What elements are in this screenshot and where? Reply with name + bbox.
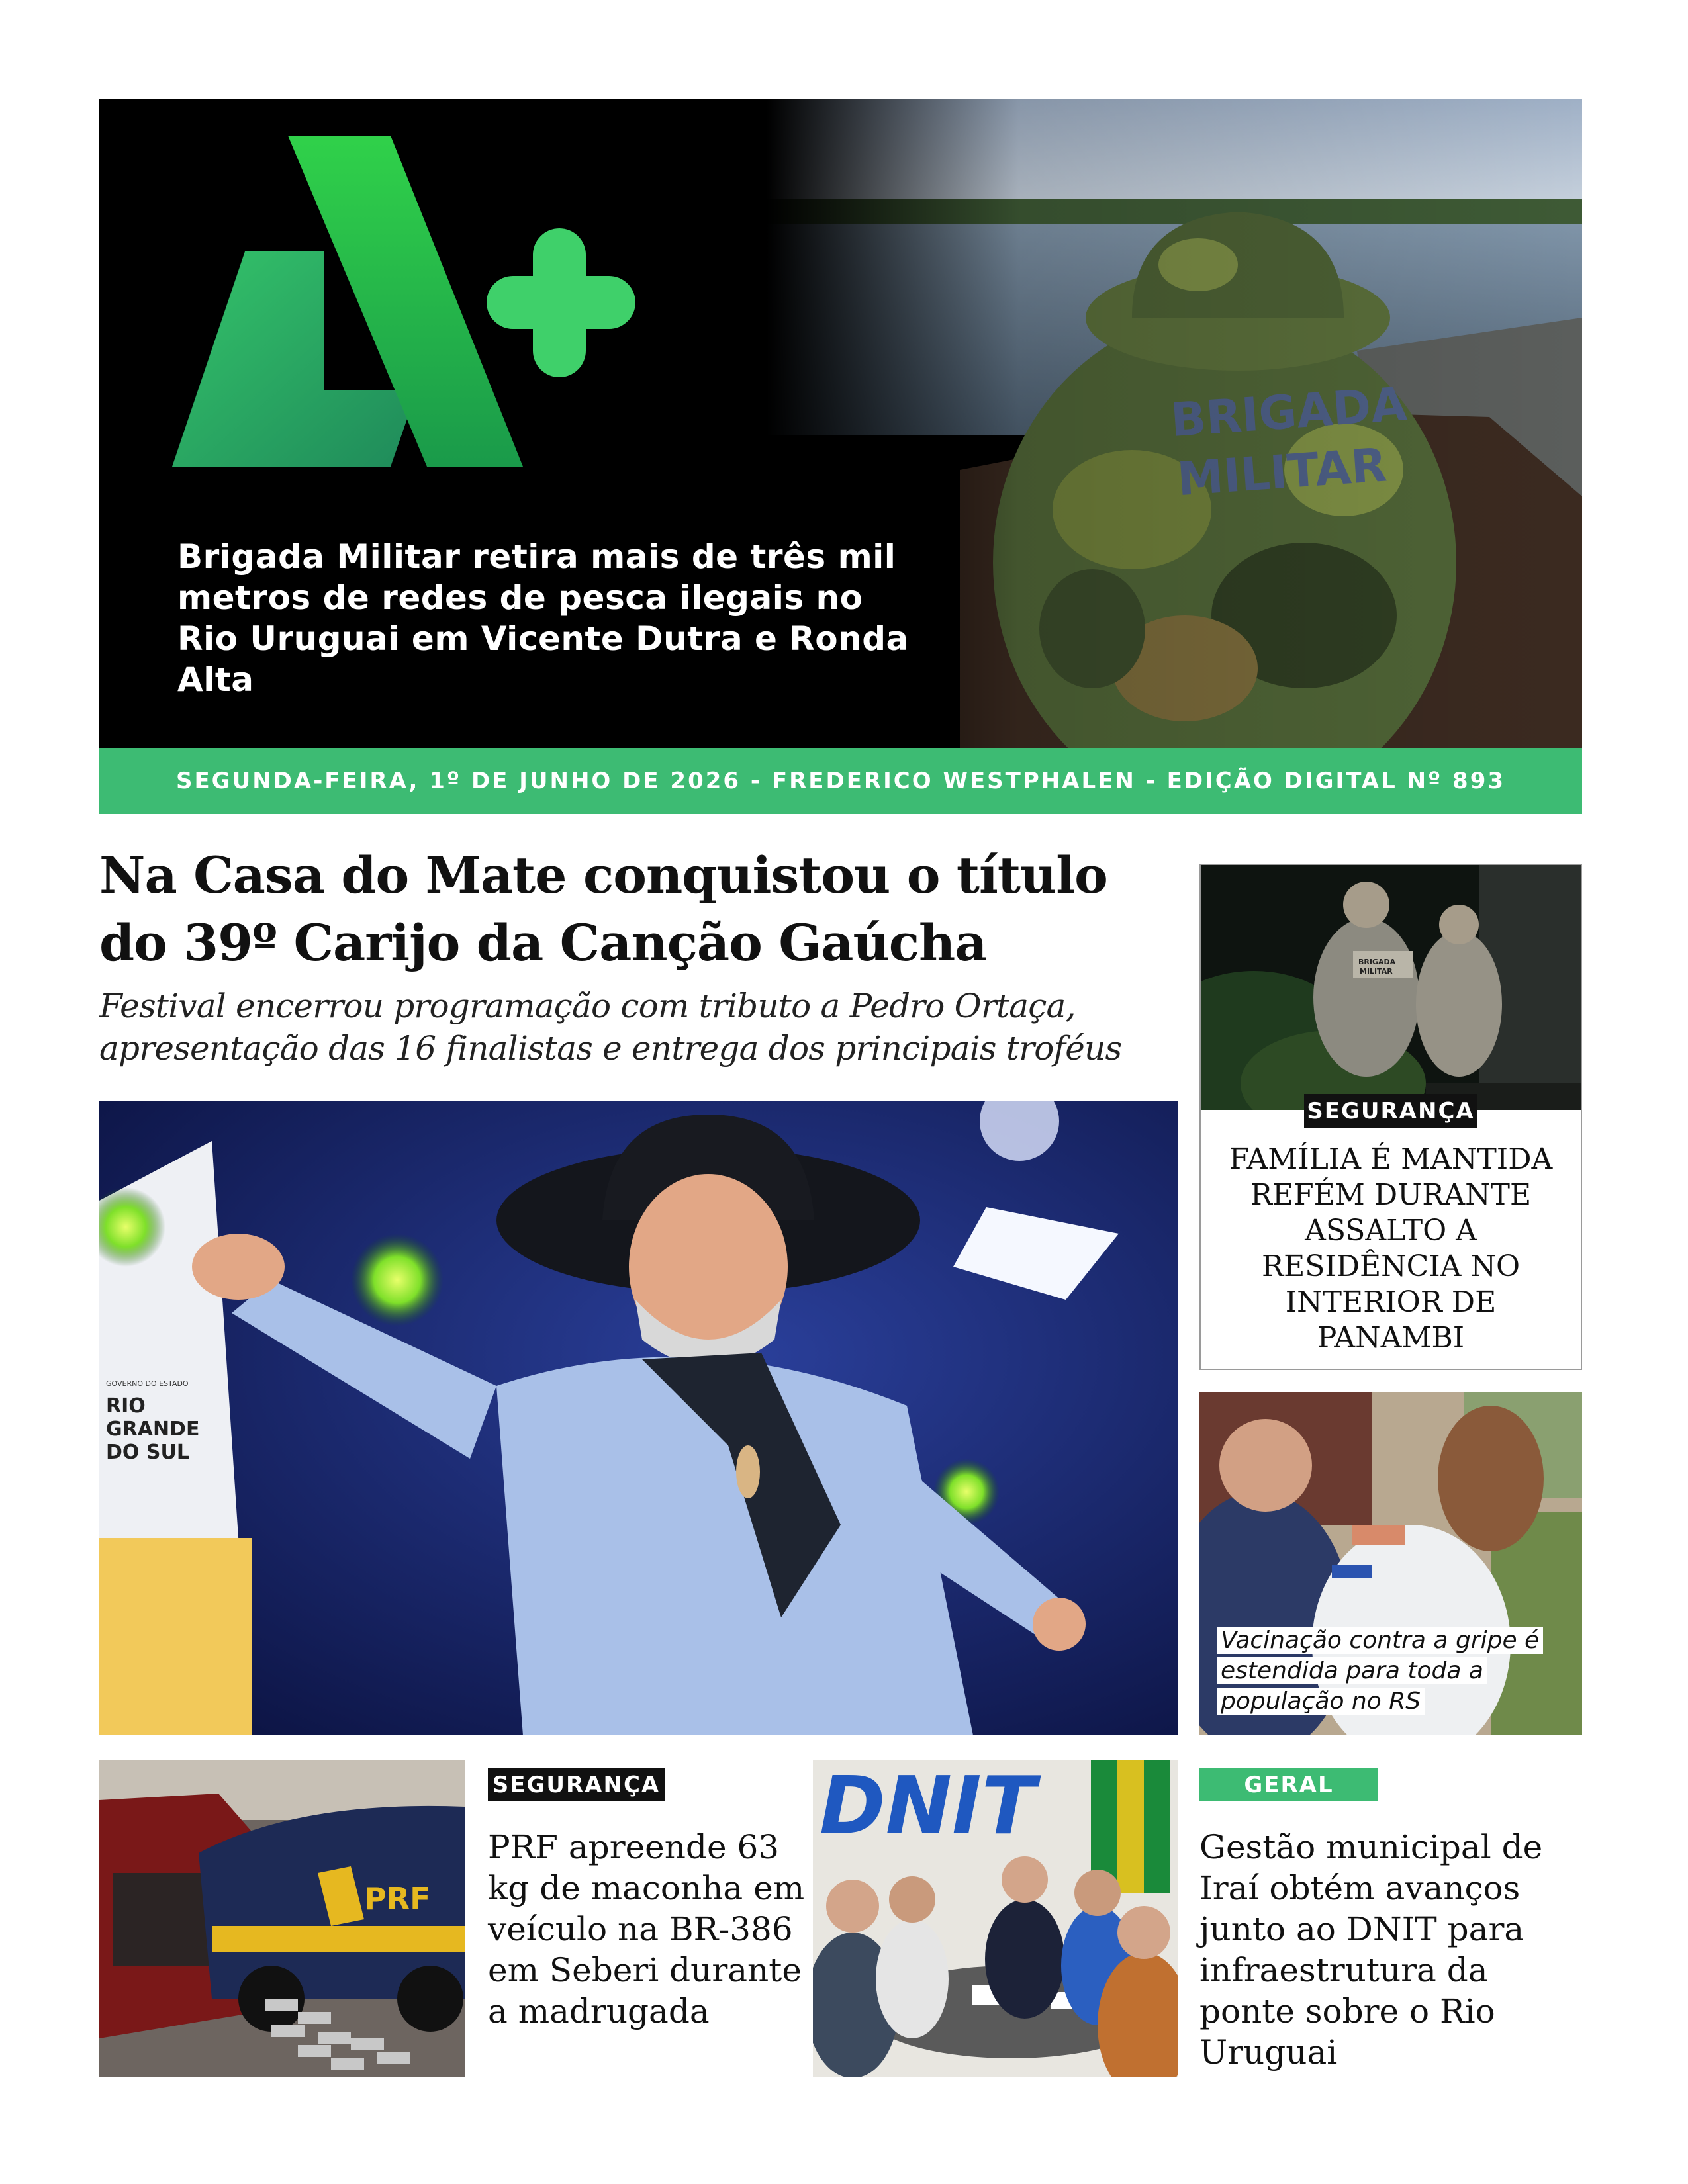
prf-car-label: PRF [364, 1881, 431, 1917]
dnit-wall-logo: DNIT [820, 1760, 1036, 1852]
stage-banner-2: GRANDE [106, 1418, 200, 1441]
police-badge-text-1: BRIGADA [1358, 958, 1396, 966]
prf-story-text[interactable]: PRF apreende 63 kg de maconha em veículo na BR-386 em Seberi durante a madrugada [488, 1828, 805, 2030]
sidebar-story-vacinacao[interactable] [1199, 1392, 1582, 1735]
sidebar-vacinacao-caption: Vacinação contra a gripe é estendida para toda a população no RS [1217, 1625, 1574, 1717]
main-story-subtitle: Festival encerrou programação com tributo a Pedro Ortaça, apresentação das 16 finalistas e entrega dos principais troféus [99, 987, 1122, 1068]
police-badge-text-2: MILITAR [1360, 967, 1393, 976]
sidebar-story-panambi[interactable] [1199, 864, 1582, 1370]
prf-photo[interactable] [99, 1760, 465, 2077]
sidebar-story-text[interactable]: FAMÍLIA É MANTIDA REFÉM DURANTE ASSALTO A RESIDÊNCIA NO INTERIOR DE PANAMBI [1229, 1142, 1553, 1355]
dateline-bar: SEGUNDA-FEIRA, 1º DE JUNHO DE 2026 - FREDERICO WESTPHALEN - EDIÇÃO DIGITAL Nº 893 [99, 748, 1582, 814]
stage-banner-3: DO SUL [106, 1441, 189, 1464]
hero-banner[interactable] [99, 99, 1582, 748]
dnit-meeting-photo[interactable] [813, 1760, 1178, 2077]
geral-story-text[interactable]: Gestão municipal de Iraí obtém avanços junto ao DNIT para infraestrutura da ponte sobre o Rio Uruguai [1199, 1828, 1543, 2071]
sidebar-tag-seguranca: SEGURANÇA [1304, 1094, 1477, 1128]
main-story-photo[interactable] [99, 1101, 1178, 1735]
hero-headline[interactable]: Brigada Militar retira mais de três mil metros de redes de pesca ilegais no Rio Uruguai em Vicente Dutra e Ronda Alta [177, 537, 909, 699]
stage-banner-small: GOVERNO DO ESTADO [106, 1379, 189, 1388]
main-story-title[interactable]: Na Casa do Mate conquistou o título do 39º Carijo da Canção Gaúcha [99, 846, 1107, 972]
stage-banner-1: RIO [106, 1394, 146, 1418]
geral-tag: GERAL [1199, 1768, 1378, 1801]
prf-tag-seguranca: SEGURANÇA [488, 1768, 665, 1801]
sidebar-photo-police [1201, 865, 1581, 1110]
newspaper-logo[interactable] [172, 136, 708, 506]
